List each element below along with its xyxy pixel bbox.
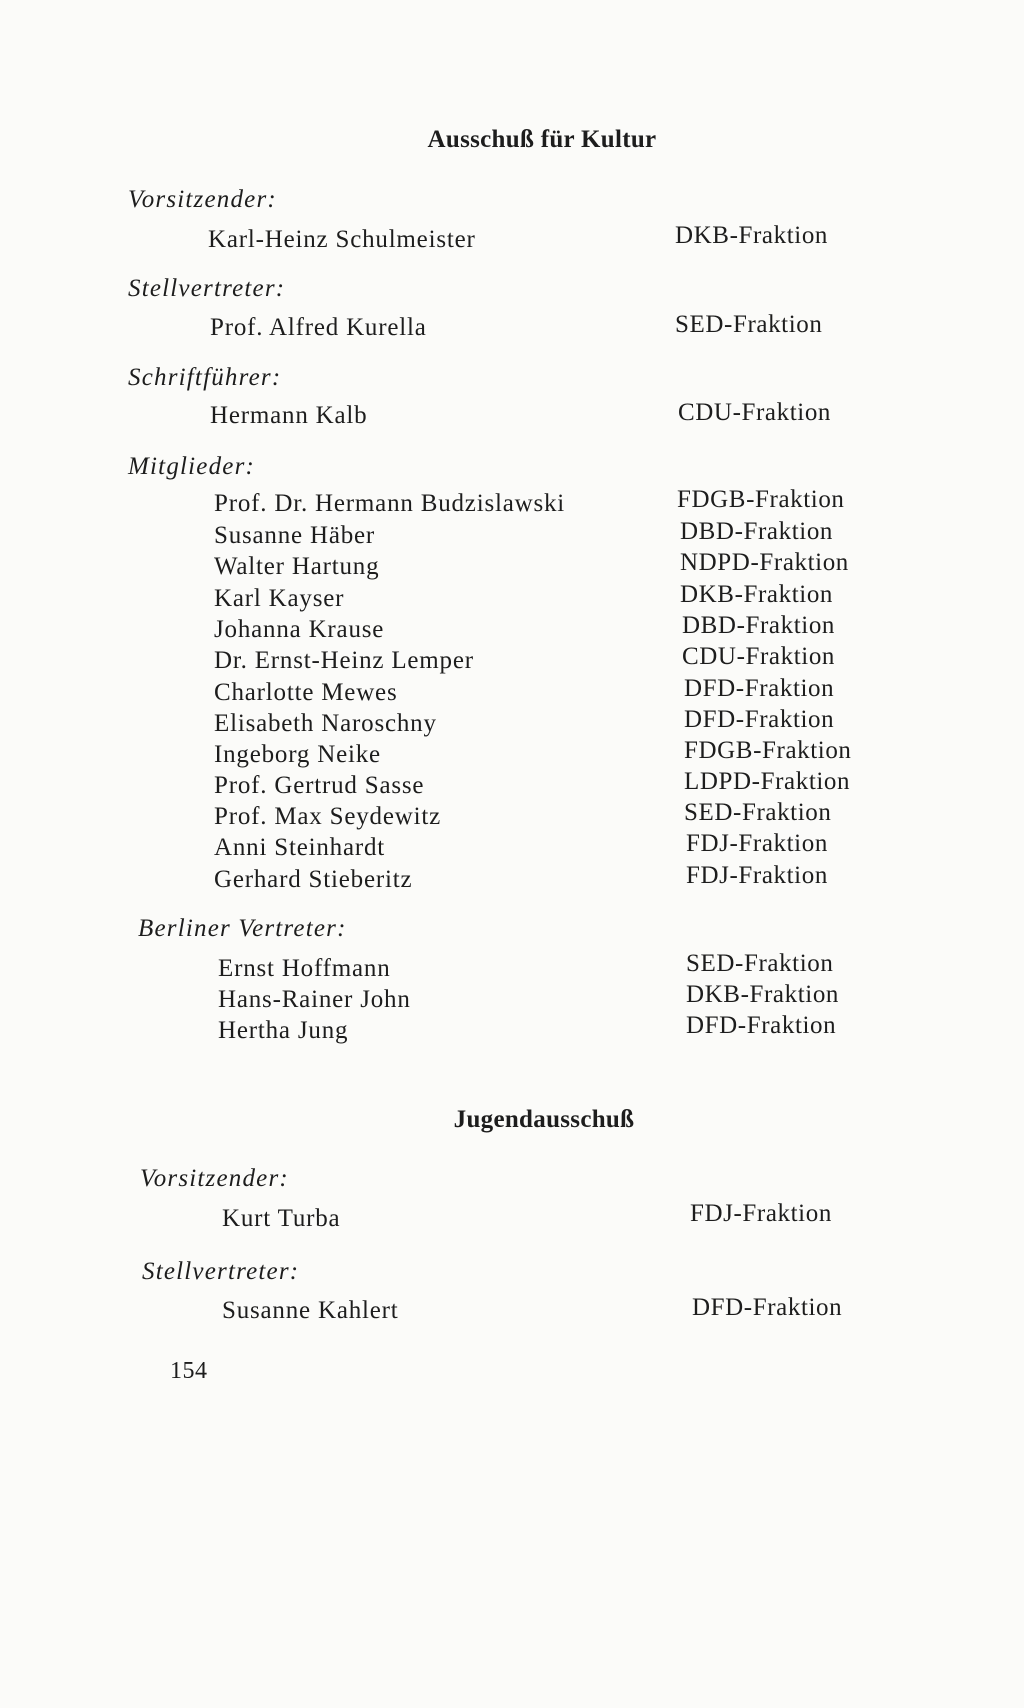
role-label-berliner-vertreter: Berliner Vertreter:	[138, 915, 347, 942]
member-party: SED-Fraktion	[686, 950, 834, 977]
role-label-vorsitzender: Vorsitzender:	[128, 186, 277, 213]
member-name: Charlotte Mewes	[214, 679, 398, 706]
member-party: FDJ-Fraktion	[686, 830, 828, 857]
member-name: Prof. Max Seydewitz	[214, 803, 441, 830]
member-name: Hertha Jung	[218, 1017, 349, 1044]
member-name: Johanna Krause	[214, 616, 385, 643]
member-party: DBD-Fraktion	[682, 612, 836, 639]
member-name: Susanne Häber	[214, 522, 376, 549]
member-party: NDPD-Fraktion	[680, 549, 849, 576]
member-party: FDGB-Fraktion	[677, 486, 845, 513]
member-name: Elisabeth Naroschny	[214, 710, 437, 737]
member-name: Dr. Ernst-Heinz Lemper	[214, 647, 474, 674]
role-label-stellvertreter: Stellvertreter:	[142, 1258, 300, 1285]
member-name: Susanne Kahlert	[222, 1297, 399, 1324]
committee-title-kultur: Ausschuß für Kultur	[427, 126, 657, 153]
member-party: DKB-Fraktion	[686, 981, 840, 1008]
member-name: Hermann Kalb	[210, 402, 368, 429]
member-party: DKB-Fraktion	[680, 581, 834, 608]
member-name: Kurt Turba	[222, 1205, 341, 1232]
member-name: Karl-Heinz Schulmeister	[208, 226, 476, 253]
member-name: Karl Kayser	[214, 585, 345, 612]
member-name: Ernst Hoffmann	[218, 955, 391, 982]
role-label-stellvertreter: Stellvertreter:	[128, 275, 286, 302]
member-party: FDGB-Fraktion	[684, 737, 852, 764]
member-name: Prof. Gertrud Sasse	[214, 772, 425, 799]
member-party: DKB-Fraktion	[675, 222, 829, 249]
committee-title-jugend: Jugendausschuß	[453, 1106, 635, 1133]
role-label-schriftfuehrer: Schriftführer:	[128, 364, 282, 391]
member-party: LDPD-Fraktion	[684, 768, 851, 795]
member-name: Ingeborg Neike	[214, 741, 381, 768]
role-label-vorsitzender: Vorsitzender:	[140, 1165, 289, 1192]
member-party: SED-Fraktion	[684, 799, 832, 826]
member-name: Anni Steinhardt	[214, 834, 386, 861]
member-name: Walter Hartung	[214, 553, 380, 580]
member-party: DFD-Fraktion	[684, 706, 835, 733]
member-party: DFD-Fraktion	[684, 675, 835, 702]
member-name: Hans-Rainer John	[218, 986, 411, 1013]
member-party: DBD-Fraktion	[680, 518, 834, 545]
member-name: Prof. Dr. Hermann Budzislawski	[214, 490, 566, 517]
member-name: Gerhard Stieberitz	[214, 866, 413, 893]
member-party: CDU-Fraktion	[682, 643, 836, 670]
member-party: DFD-Fraktion	[686, 1012, 837, 1039]
member-party: DFD-Fraktion	[692, 1294, 843, 1321]
member-party: SED-Fraktion	[675, 311, 823, 338]
member-party: CDU-Fraktion	[678, 399, 832, 426]
member-party: FDJ-Fraktion	[690, 1200, 832, 1227]
page-number: 154	[170, 1358, 208, 1384]
member-name: Prof. Alfred Kurella	[210, 314, 427, 341]
member-party: FDJ-Fraktion	[686, 862, 828, 889]
role-label-mitglieder: Mitglieder:	[128, 453, 256, 480]
